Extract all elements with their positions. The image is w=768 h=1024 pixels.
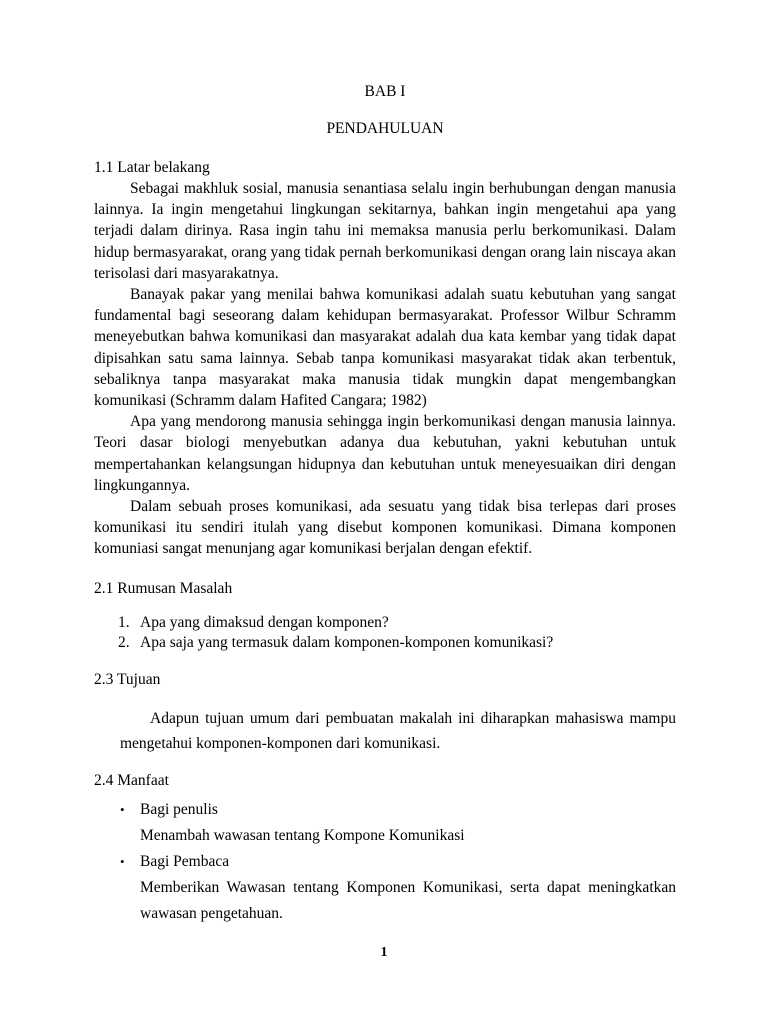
bullet-title-row — [94, 849, 676, 875]
tujuan-body — [94, 706, 676, 757]
rumusan-masalah-list — [94, 613, 676, 653]
paragraph-latar-belakang-3: Apa yang mendorong manusia sehingga ingin berkomunikasi dengan manusia lainnya. Teori dasar biologi menyebutkan adanya dua kebutuhan, yakni kebutuhan untuk mempertahankan kelangsungan hidupnya dan kebutuhan untuk meneyesuaikan diri dengan lingkungannya. — [94, 413, 676, 494]
paragraph-tujuan: Adapun tujuan umum dari pembuatan makalah ini diharapkan mahasiswa mampu mengetahui komponen-komponen dari komunikasi. — [120, 709, 676, 753]
section-heading-tujuan: 2.3 Tujuan — [94, 670, 161, 688]
page-number: 1 — [380, 945, 388, 960]
list-item — [94, 633, 676, 653]
list-item-label: Apa yang dimaksud dengan komponen? — [140, 613, 389, 631]
bullet-title: Bagi penulis — [140, 800, 218, 818]
manfaat-list — [94, 797, 676, 927]
bullet-point-icon: • — [120, 853, 125, 869]
list-item-number: 1. — [118, 613, 130, 631]
paragraph-latar-belakang-4: Dalam sebuah proses komunikasi, ada sesuatu yang tidak bisa terlepas dari proses komunikasi itu sendiri itulah yang disebut komponen komunikasi. Dimana komponen komuniasi sangat menunjang agar komunikasi berjalan dengan efektif. — [94, 498, 676, 558]
section-heading-rumusan-masalah: 2.1 Rumusan Masalah — [94, 579, 233, 597]
bullet-body-text: Memberikan Wawasan tentang Komponen Komunikasi, serta dapat meningkatkan wawasan pengetahuan. — [140, 878, 676, 922]
paragraph-latar-belakang-1: Sebagai makhluk sosial, manusia senantiasa selalu ingin berhubungan dengan manusia lainnya. Ia ingin mengetahui lingkungan sekitarnya, bahkan ingin mengetahui apa yang terjadi dalam dirinya. Rasa ingin tahu ini memaksa manusia perlu berkomunikasi. Dalam hidup bermasyarakat, orang yang tidak pernah berkomunikasi dengan orang lain niscaya akan terisolasi dari masyarakatnya. — [94, 180, 676, 282]
bullet-title-row — [94, 797, 676, 823]
bullet-title: Bagi Pembaca — [140, 852, 230, 870]
list-item-number: 2. — [118, 633, 130, 651]
list-item-label: Apa saja yang termasuk dalam komponen-komponen komunikasi? — [140, 633, 554, 651]
section-heading-latar-belakang: 1.1 Latar belakang — [94, 159, 210, 176]
chapter-subheading: PENDAHULUAN — [326, 119, 444, 137]
bullet-body-text: Menambah wawasan tentang Kompone Komunikasi — [140, 826, 465, 844]
chapter-heading: BAB I — [364, 83, 406, 100]
paragraph-latar-belakang-2: Banayak pakar yang menilai bahwa komunikasi adalah suatu kebutuhan yang sangat fundamental bagi seseorang dalam kehidupan bermasyarakat. Professor Wilbur Schramm meneyebutkan bahwa komunikasi dan masyarakat adalah dua kata kembar yang tidak dapat dipisahkan satu sama lainnya. Sebab tanpa komunikasi masyarakat tidak akan terbentuk, sebaliknya tanpa masyarakat maka manusia tidak mungkin dapat mengembangkan komunikasi (Schramm dalam Hafited Cangara; 1982) — [94, 286, 676, 410]
page-content — [94, 84, 676, 927]
bullet-point-icon: • — [120, 801, 125, 817]
list-item — [94, 613, 676, 633]
list-item — [94, 797, 676, 849]
section-heading-manfaat: 2.4 Manfaat — [94, 771, 169, 789]
list-item — [94, 849, 676, 927]
